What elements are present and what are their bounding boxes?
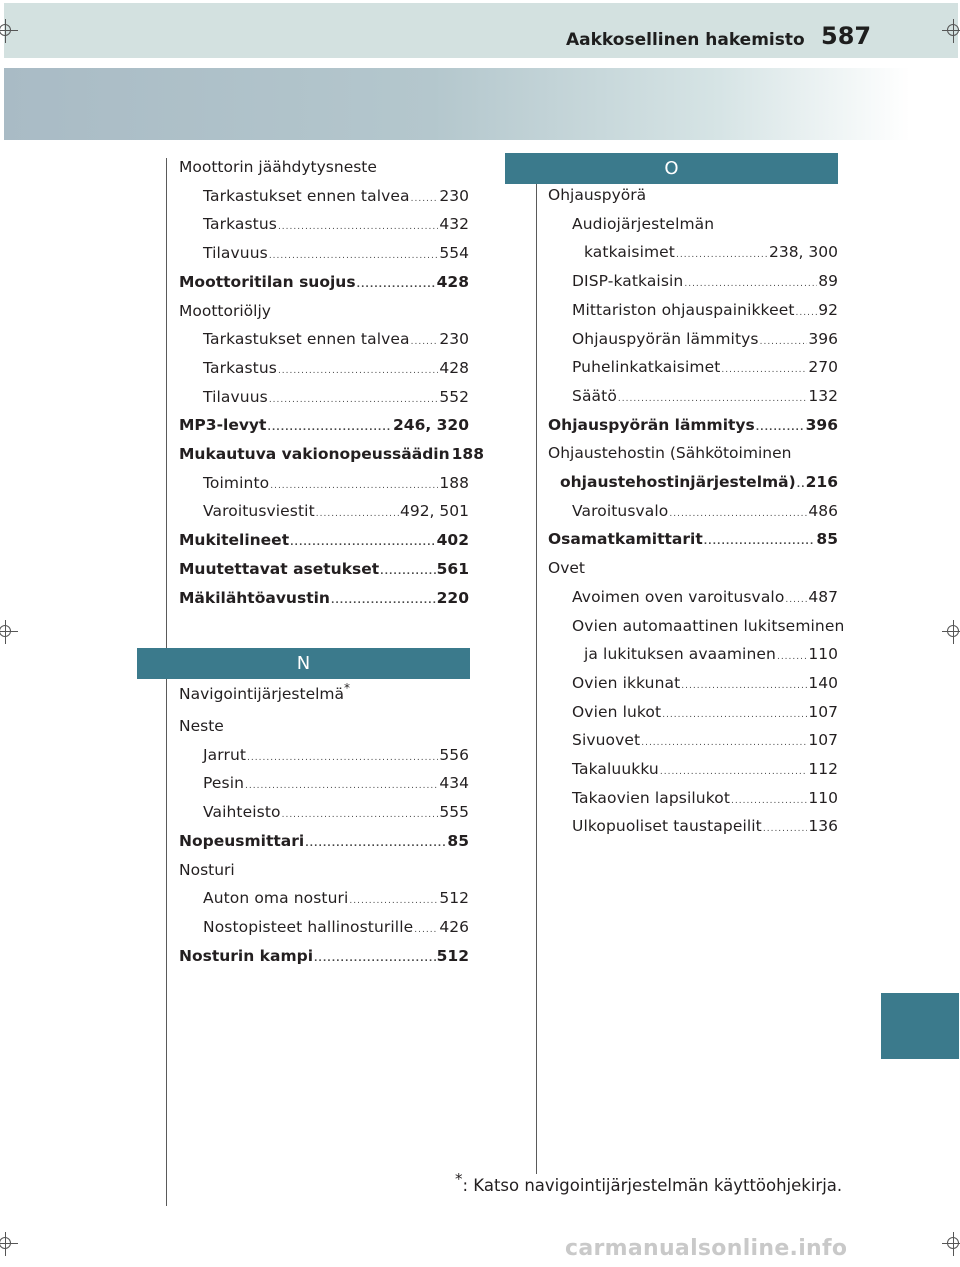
column-divider-middle	[536, 158, 537, 1174]
index-entry-page: 552	[439, 387, 469, 406]
index-entry	[572, 301, 838, 319]
dot-leader	[731, 796, 807, 806]
dot-leader	[316, 509, 399, 519]
index-entry	[572, 789, 838, 807]
index-entry-text: Mukitelineet	[179, 531, 290, 550]
index-entry	[179, 531, 469, 549]
index-entry-text: MP3-levyt	[179, 416, 267, 435]
index-entry	[179, 302, 271, 320]
header-band	[4, 3, 958, 58]
index-entry-text: Tilavuus	[203, 387, 268, 406]
dot-leader	[278, 222, 438, 232]
dot-leader	[662, 710, 807, 720]
footnote: *: Katso navigointijärjestelmän käyttöohjekirja.	[455, 1170, 843, 1195]
index-entry-page: 188	[439, 473, 469, 492]
registration-mark-icon	[0, 19, 18, 43]
dot-leader	[269, 395, 439, 405]
index-entry-page: 89	[818, 272, 838, 291]
dot-leader	[676, 250, 768, 260]
index-entry	[572, 502, 838, 520]
index-entry-text: Nostopisteet hallinosturille	[203, 917, 414, 936]
index-entry	[203, 774, 469, 792]
dot-leader	[411, 337, 439, 347]
index-entry-page: 428	[439, 358, 469, 377]
dot-leader	[267, 423, 392, 433]
dot-leader	[704, 537, 816, 547]
index-entry	[203, 918, 469, 936]
dot-leader	[270, 481, 438, 491]
index-entry-page: 402	[436, 531, 469, 550]
index-entry-text: Ulkopuoliset taustapeilit	[572, 817, 762, 836]
index-entry-text: Ovien lukot	[572, 702, 662, 721]
index-entry-text: Takaovien lapsilukot	[572, 788, 730, 807]
index-entry	[548, 530, 838, 548]
index-entry	[584, 645, 838, 663]
index-entry	[179, 560, 469, 578]
index-entry-page: 561	[436, 559, 469, 578]
index-entry	[548, 416, 838, 434]
index-entry-page: 487	[808, 587, 838, 606]
index-entry-page: 396	[808, 329, 838, 348]
index-entry-text: Ohjauspyörän lämmitys	[572, 329, 759, 348]
index-entry-page: 554	[439, 244, 469, 263]
index-entry-text: Jarrut	[203, 745, 247, 764]
dot-leader	[777, 652, 807, 662]
index-entry	[572, 358, 838, 376]
page-number: 587	[821, 22, 872, 50]
index-entry-page: 512	[439, 889, 469, 908]
index-entry	[179, 416, 469, 434]
index-entry-page: 140	[808, 673, 838, 692]
registration-mark-icon	[0, 1232, 18, 1256]
dot-leader	[349, 896, 438, 906]
registration-mark-icon	[942, 1232, 960, 1256]
index-entry-page: 85	[816, 530, 838, 549]
index-entry-text: Mukautuva vakionopeussäädin	[179, 445, 450, 463]
index-entry	[572, 760, 838, 778]
index-entry	[203, 502, 469, 520]
watermark: carmanualsonline.info	[565, 1236, 848, 1261]
index-entry	[203, 388, 469, 406]
index-entry-text: Moottoritilan suojus	[179, 272, 356, 291]
index-entry-page: 492, 501	[399, 502, 469, 521]
registration-mark-icon	[0, 620, 18, 644]
index-entry	[572, 588, 838, 606]
dot-leader	[618, 394, 808, 404]
index-entry-page: 188	[451, 445, 484, 463]
index-entry-text: Nosturin kampi	[179, 946, 314, 965]
index-entry-page: 238, 300	[768, 243, 838, 262]
index-entry-text: Varoitusviestit	[203, 502, 315, 521]
chapter-tab	[881, 993, 959, 1059]
index-entry-text: Takaluukku	[572, 760, 659, 778]
index-entry	[572, 387, 838, 405]
dot-leader	[282, 810, 439, 820]
index-entry	[179, 947, 469, 965]
index-entry-text: Auton oma nosturi	[203, 889, 349, 908]
section-header-n: N	[137, 648, 470, 679]
index-entry-text: Sivuovet	[572, 731, 641, 750]
index-entry	[203, 244, 469, 262]
index-entry	[179, 832, 469, 850]
index-entry-text: Ohjauspyörä	[548, 186, 647, 204]
dot-leader	[660, 767, 808, 777]
index-entry-text: Nosturi	[179, 860, 235, 879]
index-entry-page: 110	[808, 788, 838, 807]
index-entry-page: 132	[808, 386, 838, 405]
dot-leader	[763, 824, 808, 834]
index-entry	[548, 444, 791, 462]
index-entry	[179, 445, 484, 463]
dot-leader	[305, 839, 446, 849]
dot-leader	[245, 781, 438, 791]
index-entry-page: 220	[436, 588, 469, 607]
index-entry-text: DISP-katkaisin	[572, 272, 684, 291]
index-entry	[203, 474, 469, 492]
index-entry-text: Audiojärjestelmän	[572, 214, 715, 233]
index-entry-text: Puhelinkatkaisimet	[572, 358, 721, 377]
index-entry-page: 230	[439, 186, 469, 205]
dot-leader	[785, 595, 807, 605]
index-entry	[572, 272, 838, 290]
index-entry	[203, 187, 469, 205]
dot-leader	[756, 423, 805, 433]
index-entry-text: katkaisimet	[584, 243, 675, 262]
index-entry-text: Muutettavat asetukset	[179, 559, 380, 578]
index-entry	[179, 158, 377, 176]
dot-leader	[314, 954, 436, 964]
index-entry-text: Ohjaustehostin (Sähkötoiminen	[548, 444, 792, 463]
index-entry-page: 92	[818, 300, 838, 319]
index-entry	[548, 186, 646, 204]
section-header-o: O	[505, 153, 838, 184]
index-entry	[560, 473, 838, 491]
index-entry-page: 107	[808, 731, 838, 750]
index-entry	[203, 215, 469, 233]
index-entry	[572, 215, 714, 233]
index-entry-text: Osamatkamittarit	[548, 530, 703, 549]
index-entry-page: 428	[436, 272, 469, 291]
index-entry-text: Moottoriöljy	[179, 301, 271, 320]
index-entry	[572, 674, 838, 692]
dot-leader	[278, 366, 438, 376]
index-entry	[203, 746, 469, 764]
dot-leader	[357, 280, 436, 290]
index-entry-text: Ovien ikkunat	[572, 673, 681, 692]
index-entry-page: 246, 320	[393, 416, 469, 435]
index-entry	[203, 330, 469, 348]
index-entry-text: Ohjauspyörän lämmitys	[548, 415, 755, 434]
dot-leader	[721, 365, 807, 375]
index-entry-page: 85	[447, 831, 469, 850]
index-entry-text: Tilavuus	[203, 244, 268, 263]
dot-leader	[414, 925, 438, 935]
index-entry-page: 136	[808, 817, 838, 836]
index-entry-text: Tarkastus	[203, 358, 277, 377]
dot-leader	[797, 480, 805, 490]
index-entry-text: ja lukituksen avaaminen	[584, 645, 776, 664]
index-entry	[179, 861, 235, 879]
dot-leader	[269, 251, 439, 261]
index-entry-text: Ovet	[548, 559, 585, 578]
index-entry-text: Avoimen oven varoitusvalo	[572, 587, 785, 606]
index-entry-page: 270	[808, 358, 838, 377]
index-entry-text: Tarkastukset ennen talvea	[203, 330, 410, 349]
dot-leader	[641, 738, 807, 748]
index-entry-text: Tarkastus	[203, 215, 277, 234]
dot-leader	[331, 596, 436, 606]
index-entry-page: 555	[439, 803, 469, 822]
index-entry-text: Vaihteisto	[203, 803, 281, 822]
index-entry-page: 216	[805, 473, 838, 491]
dot-leader	[681, 681, 807, 691]
index-entry	[584, 243, 838, 261]
index-entry-text: Mittariston ohjauspainikkeet	[572, 300, 795, 319]
dot-leader	[760, 337, 808, 347]
index-entry-text: Mäkilähtöavustin	[179, 588, 330, 607]
index-entry-text: Toiminto	[203, 473, 270, 492]
index-entry	[572, 731, 838, 749]
index-entry	[572, 617, 844, 635]
index-entry-page: 112	[808, 760, 838, 778]
index-entry	[179, 717, 224, 735]
index-entry-text: Pesin	[203, 774, 245, 793]
index-entry-text: Nopeusmittari	[179, 831, 305, 850]
registration-mark-icon	[942, 19, 960, 43]
dot-leader	[684, 279, 817, 289]
index-entry	[203, 889, 469, 907]
index-entry-page: 110	[808, 645, 838, 664]
index-entry-page: 432	[439, 215, 469, 234]
index-entry-text: Tarkastukset ennen talvea	[203, 186, 410, 205]
index-entry-page: 230	[439, 330, 469, 349]
index-entry-page: 396	[805, 415, 838, 434]
dot-leader	[247, 753, 438, 763]
registration-mark-icon	[942, 620, 960, 644]
index-entry-text: Neste	[179, 717, 224, 735]
index-entry-page: 434	[439, 774, 469, 793]
index-entry-page: 107	[808, 702, 838, 721]
index-entry-text: Varoitusvalo	[572, 501, 669, 520]
dot-leader	[411, 194, 439, 204]
decorative-banner	[4, 68, 958, 140]
index-entry-text: ohjaustehostinjärjestelmä)	[560, 473, 796, 491]
column-divider-left	[166, 158, 167, 1206]
index-entry-page: 426	[439, 917, 469, 936]
index-entry	[572, 817, 838, 835]
index-entry-text: Moottorin jäähdytysneste	[179, 158, 377, 176]
index-entry-page: 556	[439, 745, 469, 764]
index-entry	[179, 589, 469, 607]
index-entry	[572, 703, 838, 721]
index-entry-page: 512	[436, 946, 469, 965]
index-entry	[203, 359, 469, 377]
index-entry-text: Ovien automaattinen lukitseminen	[572, 616, 845, 635]
index-entry	[572, 330, 838, 348]
index-entry-text: Säätö	[572, 386, 617, 405]
index-entry-navigointi: Navigointijärjestelmä*	[179, 681, 351, 703]
index-entry	[548, 559, 585, 577]
index-entry-page: 486	[808, 501, 838, 520]
index-entry	[203, 803, 469, 821]
index-entry	[179, 273, 469, 291]
dot-leader	[290, 538, 436, 548]
header-title: Aakkosellinen hakemisto	[566, 30, 805, 50]
dot-leader	[796, 308, 818, 318]
dot-leader	[669, 509, 807, 519]
dot-leader	[380, 567, 435, 577]
